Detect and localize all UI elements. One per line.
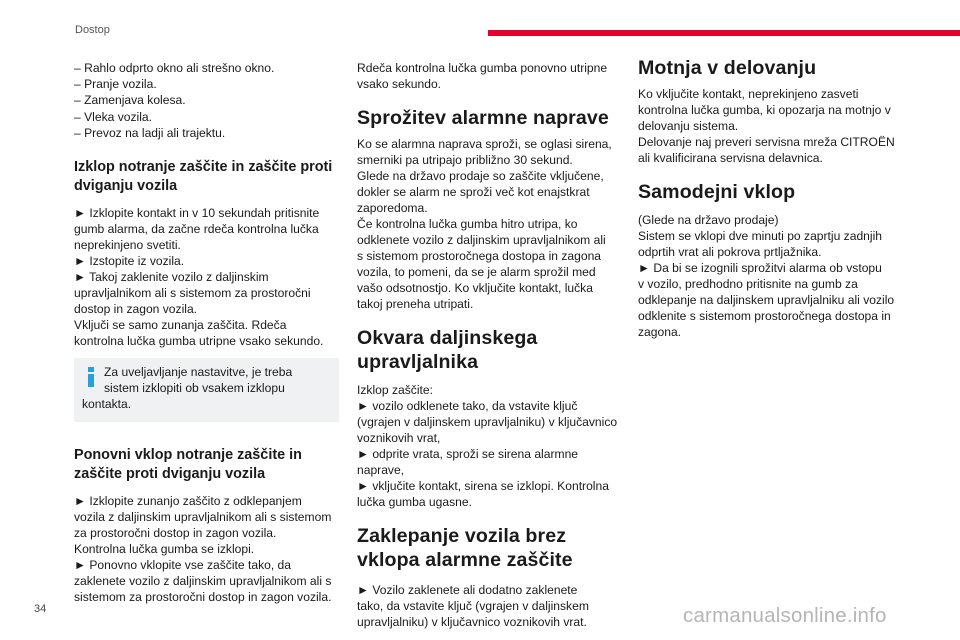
ponovni-body [74,493,339,605]
body-line: (vgrajen v daljinskem upravljalniku) v ključavnico [357,415,618,429]
heading-izklop [74,158,339,196]
body-line: odklenete vozilo z daljinskim upravljalnikom ali [357,233,606,247]
body-line: dokler se alarm ne sproži več kot enajstkrat [357,185,590,199]
body-line: upravljalniku) v ključavnico voznikovih vrat. [357,615,587,629]
body-line: upravljalnikom ali s sistemom za prostoročni [74,286,311,301]
body-line: ► Izstopite iz vozila. [74,254,185,269]
body-line: voznikovih vrat, [357,431,441,445]
list-item: – Vleka vozila. [74,109,152,124]
note-line: kontakta. [82,397,132,412]
body-line: Ko vključite kontakt, neprekinjeno zasveti [638,87,859,101]
body-line: tako, da vstavite ključ (vgrajen v daljinskem [357,599,589,613]
okvara-body [357,382,619,510]
watermark: carmanualsonline.info [683,604,887,627]
body-line: dostop in zagon vozila. [74,302,198,317]
body-line: sistemom za prostoročni dostop in zagon vozila. [74,590,332,605]
body-line: za prostoročni dostop in zagon vozila. [74,526,277,541]
izklop-body [74,205,339,349]
zaklepanje-body [357,582,619,630]
heading-line: Ponovni vklop notranje zaščite in [74,447,302,464]
body-line: s sistemom prostoročnega dostopa in zagona [357,249,602,263]
body-line: ► Izklopite zunanjo zaščito z odklepanjem [74,494,302,509]
heading-okvara [357,326,619,374]
heading-line: Okvara daljinskega [357,327,538,349]
heading-line: Zaklepanje vozila brez [357,525,567,547]
list-item: – Pranje vozila. [74,77,157,92]
body-line: Ko se alarmna naprava sproži, se oglasi sirena, [357,137,612,151]
body-line: ► Da bi se izognili sprožitvi alarma ob vstopu [638,261,882,275]
page-number: 34 [34,603,47,615]
body-line: kontrolna lučka gumba utripne vsako sekundo. [74,334,324,349]
body-line: zaklenete vozilo z daljinskim upravljalnikom ali s [74,574,332,589]
body-line: Sistem se vklopi dve minuti po zaprtju zadnjih [638,229,883,243]
body-line: vozila z daljinskim upravljalnikom ali s sistemom [74,510,332,525]
body-line: ali kvalificirana servisna delavnica. [638,151,823,165]
body-line: (Glede na državo prodaje) [638,213,779,227]
column-middle [357,60,619,630]
body-line: ► Takoj zaklenite vozilo z daljinskim [74,270,269,285]
body-line: ► vključite kontakt, sirena se izklopi. Kontrolna [357,479,609,493]
body-line: delovanju sistema. [638,119,739,133]
sprozitev-body [357,136,619,312]
body-line: Če kontrolna lučka gumba hitro utripa, ko [357,217,578,231]
body-line: odklenite s sistemom prostoročnega dostopa in [638,309,891,323]
body-line: Kontrolna lučka gumba se izklopi. [74,542,255,557]
running-header: Dostop [75,24,110,36]
header-accent-bar [488,30,960,36]
body-line: lučka gumba ugasne. [357,495,472,509]
body-line: Izklop zaščite: [357,383,433,397]
body-line: neprekinjeno svetiti. [74,238,181,253]
body-line: ► odprite vrata, sproži se sirena alarmne [357,447,579,461]
heading-motnja: Motnja v delovanju [638,57,817,79]
body-line: vsako sekundo. [357,77,442,91]
list-item: – Rahlo odprto okno ali strešno okno. [74,61,275,75]
body-line: takoj preneha utripati. [357,297,474,311]
motnja-body [638,86,900,166]
column-right [638,57,900,340]
heading-line: vklopa alarmne zaščite [357,549,573,571]
samodejni-body [638,212,900,340]
body-line: gumb alarma, da začne rdeča kontrolna lučka [74,222,319,237]
heading-line: Izklop notranje zaščite in zaščite proti [74,159,333,176]
body-line: zaporedoma. [357,201,428,215]
body-line: Rdeča kontrolna lučka gumba ponovno utripne [357,61,608,75]
list-item: – Prevoz na ladji ali trajektu. [74,125,226,140]
body-line: Glede na državo prodaje so zaščite vključene, [357,169,604,183]
body-line: ► Vozilo zaklenete ali dodatno zaklenete [357,583,578,597]
heading-ponovni [74,446,339,484]
body-line: odprtih vrat ali pokrova prtljažnika. [638,245,822,259]
body-line: odklepanje na daljinskem upravljalniku ali vozilo [638,293,895,307]
note-line: sistem izklopiti ob vsakem izklopu [104,381,285,396]
condition-list [74,60,339,141]
body-line: Vključi se samo zunanja zaščita. Rdeča [74,318,287,333]
body-line: vozila, to pomeni, da se je alarm sprožil med [357,265,596,279]
heading-line: dviganju vozila [74,178,178,195]
heading-line: zaščite proti dviganju vozila [74,466,266,483]
intro-body [357,60,619,92]
body-line: v vozilo, predhodno pritisnite na gumb za [638,277,858,291]
list-item: – Zamenjava kolesa. [74,93,186,108]
heading-sprozitev: Sprožitev alarmne naprave [357,107,609,129]
heading-zaklepanje [357,524,619,572]
heading-samodejni: Samodejni vklop [638,181,796,203]
body-line: ► Izklopite kontakt in v 10 sekundah pritisnite [74,206,320,221]
body-line: ► vozilo odklenete tako, da vstavite ključ [357,399,578,413]
info-note [74,358,339,422]
body-line: Delovanje naj preveri servisna mreža CITROËN [638,135,895,149]
body-line: ► Ponovno vklopite vse zaščite tako, da [74,558,292,573]
body-line: smerniki pa utripajo približno 30 sekund. [357,153,573,167]
heading-line: upravljalnika [357,351,479,373]
note-line: Za uveljavljanje nastavitve, je treba [104,365,293,380]
body-line: kontrolna lučka gumba, ki opozarja na motnjo v [638,103,891,117]
body-line: zagona. [638,325,682,339]
body-line: vašo odsotnostjo. Ko vključite kontakt, lučka [357,281,593,295]
column-left [74,60,339,605]
info-icon [87,367,95,387]
body-line: naprave, [357,463,405,477]
